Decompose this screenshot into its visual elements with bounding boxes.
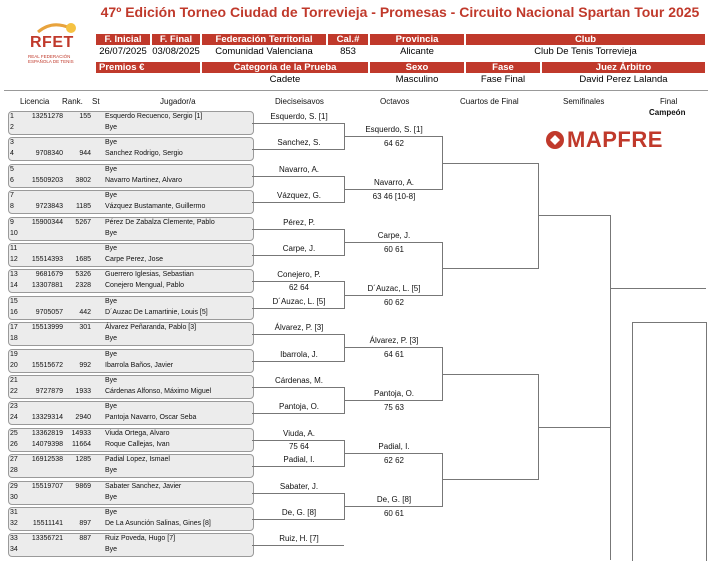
entry-n-text: 14 — [10, 282, 18, 290]
entry-name-text: Cárdenas Alfonso, Máximo Miguel — [105, 388, 212, 395]
r16-winner: Navarro, A. — [373, 178, 414, 187]
label-club: Club — [466, 34, 705, 45]
entry-name-text: Roque Callejas, Ivan — [105, 440, 170, 448]
r32-winner: Pantoja, O. — [278, 402, 320, 412]
entry-name-text: Bye — [105, 493, 118, 501]
sf-line — [538, 215, 610, 216]
entry-name-text: Sanchez Rodrigo, Sergio — [105, 150, 183, 158]
mapfre-logo — [545, 128, 705, 152]
r32-line — [252, 413, 344, 414]
entry-n-text: 24 — [10, 414, 18, 422]
value-sexo: Masculino — [395, 74, 439, 85]
entry-name-text: Guerrero Iglesias, Sebastian — [105, 271, 194, 279]
label-sexo: Sexo — [370, 62, 464, 73]
label-provincia: Provincia — [370, 34, 464, 45]
entry-n-text: 22 — [10, 388, 18, 395]
entry-n-text: 18 — [10, 335, 18, 343]
r32-line — [252, 493, 344, 494]
entry-lic-text: 13329314 — [31, 414, 63, 422]
r32-winner: Ruiz, H. [7] — [279, 534, 319, 544]
entry-n-text: 1 — [10, 113, 14, 120]
entry-rk-text: 887 — [79, 535, 91, 543]
entry-rk-text: 944 — [79, 150, 91, 158]
entry-lic-text: 16912538 — [31, 456, 63, 464]
col-rank: Rank. — [62, 97, 83, 106]
label-juez: Juez Árbitro — [542, 62, 705, 73]
value-f-inicial: 26/07/2025 — [99, 46, 147, 57]
r32-line — [252, 519, 344, 520]
entry-rk-text: 1185 — [75, 203, 91, 211]
col-r32: Dieciseisavos — [275, 97, 324, 106]
entry-n-text: 27 — [10, 456, 18, 464]
entry-n-text: 12 — [10, 256, 18, 263]
entry-rk-text: 3802 — [75, 176, 91, 184]
label-premios: Premios € — [96, 62, 200, 73]
entry-rk-text: 2940 — [75, 414, 91, 422]
final-line — [610, 288, 706, 289]
entry-name-text: Navarro Martinez, Alvaro — [105, 176, 183, 184]
entry-n-text: 21 — [10, 377, 18, 384]
r16-line — [344, 506, 442, 507]
entry-rk-text: 14933 — [71, 429, 91, 437]
tournament-title: 47º Edición Torneo Ciudad de Torrevieja - Promesas - Circuito Nacional Spartan Tour 2025 — [100, 4, 700, 20]
entry-rk-text: 1285 — [75, 456, 91, 464]
value-provincia: Alicante — [400, 46, 434, 57]
qf-line — [442, 479, 538, 480]
entry-n-text: 33 — [10, 535, 18, 543]
r32-winner: Vázquez, G. — [276, 191, 322, 201]
r16-score: 60 61 — [383, 244, 405, 254]
label-federacion: Federación Territorial — [202, 34, 326, 45]
r32-line — [252, 149, 344, 150]
draw-entry[interactable] — [8, 164, 254, 188]
label-f-final: F. Final — [152, 34, 200, 45]
entry-n-text: 29 — [10, 482, 18, 490]
entry-name-text: Ibarrola Baños, Javier — [105, 361, 174, 369]
header-divider — [4, 90, 708, 91]
entry-rk-text: 1685 — [75, 256, 91, 263]
entry-n-text: 16 — [10, 308, 18, 316]
r16-winner: De, G. [8] — [376, 494, 412, 504]
entry-n-text: 34 — [10, 546, 18, 554]
r32-line — [252, 387, 344, 388]
qf-line — [442, 374, 538, 375]
entry-lic-text: 15514393 — [31, 256, 63, 263]
r16-winner: Esquerdo, S. [1] — [365, 125, 423, 135]
r32-line — [252, 176, 344, 177]
entry-name-text: Pérez De Zabalza Clemente, Pablo — [105, 218, 215, 226]
r32-winner: Conejero, P. — [277, 270, 321, 280]
value-cal: 853 — [340, 46, 356, 57]
r16-winner: D´Auzac, L. [5] — [367, 283, 421, 293]
entry-lic-text: 9723843 — [35, 203, 63, 211]
r32-line — [252, 361, 344, 362]
entry-name-text: Bye — [105, 350, 118, 358]
entry-name-text: Bye — [105, 165, 118, 173]
col-campeon: Campeón — [649, 108, 686, 117]
entry-n-text: 11 — [10, 245, 18, 252]
entry-name-text: Bye — [105, 509, 118, 516]
draw-entry[interactable] — [8, 507, 254, 531]
value-fase: Fase Final — [480, 74, 526, 85]
col-sf: Semifinales — [563, 97, 605, 106]
r16-line — [344, 242, 442, 243]
entry-lic-text: 9705057 — [35, 308, 63, 316]
logo-subtext: REAL FEDERACIÓN ESPAÑOLA DE TENIS — [28, 54, 74, 64]
r16-score: 64 61 — [383, 350, 405, 360]
entry-n-text: 15 — [10, 297, 18, 305]
draw-entry[interactable] — [8, 269, 254, 293]
entry-rk-text: 992 — [79, 361, 91, 369]
entry-lic-text: 9708340 — [35, 150, 63, 158]
label-cal: Cal.# — [328, 34, 368, 45]
col-qf: Cuartos de Final — [460, 97, 519, 106]
r32-score: 62 64 — [288, 283, 310, 293]
r32-score: 75 64 — [288, 441, 310, 451]
r32-winner: D´Auzac, L. [5] — [272, 296, 326, 306]
label-fase: Fase — [466, 62, 540, 73]
entry-name-text: De La Asunción Salinas, Gines [8] — [105, 520, 211, 527]
col-r16: Octavos — [380, 97, 410, 106]
entry-name-text: Conejero Mengual, Pablo — [105, 282, 184, 290]
r16-score: 75 63 — [383, 403, 405, 413]
entry-rk-text: 155 — [79, 113, 91, 120]
final-connector — [610, 215, 611, 560]
entry-name-text: Bye — [105, 297, 118, 305]
r16-winner: Padial, I. — [378, 442, 410, 451]
entry-lic-text: 13251278 — [31, 113, 63, 120]
r32-line — [252, 466, 344, 467]
entry-lic-text: 15513999 — [31, 324, 63, 332]
entry-name-text: Viuda Ortega, Alvaro — [105, 429, 170, 437]
entry-name-text: Bye — [105, 403, 118, 411]
entry-n-text: 13 — [10, 271, 18, 279]
logo-text: RFET — [30, 34, 74, 51]
entry-lic-text: 15509203 — [31, 176, 63, 184]
r32-line — [252, 202, 344, 203]
r16-winner: Pantoja, O. — [373, 389, 415, 399]
r16-line — [344, 295, 442, 296]
entry-rk-text: 2328 — [75, 282, 91, 290]
entry-name-text: Padial Lopez, Ismael — [105, 456, 170, 464]
r32-line — [252, 440, 344, 441]
draw-entry[interactable] — [8, 111, 254, 135]
draw-entry[interactable] — [8, 428, 254, 452]
mapfre-emblem-icon — [545, 128, 567, 152]
entry-n-text: 4 — [10, 150, 14, 158]
entry-rk-text: 442 — [79, 308, 91, 316]
entry-rk-text: 5326 — [75, 271, 91, 279]
entry-n-text: 3 — [10, 139, 14, 147]
entry-rk-text: 11664 — [72, 440, 91, 448]
r32-line — [252, 545, 344, 546]
value-club: Club De Tenis Torrevieja — [534, 46, 637, 57]
r16-score: 63 46 [10-8] — [372, 192, 416, 201]
entry-name-text: Bye — [105, 192, 118, 200]
champion-line — [632, 322, 706, 323]
draw-entry[interactable] — [8, 296, 254, 320]
entry-rk-text: 897 — [79, 520, 91, 527]
r32-line — [252, 281, 344, 282]
entry-name-text: Bye — [105, 377, 118, 384]
r32-line — [252, 334, 344, 335]
entry-n-text: 7 — [10, 192, 14, 200]
entry-name-text: Bye — [105, 245, 118, 252]
entry-name-text: Bye — [105, 229, 118, 237]
entry-n-text: 28 — [10, 467, 18, 475]
label-categoria: Categoría de la Prueba — [202, 62, 368, 73]
r32-winner: De, G. [8] — [281, 508, 317, 517]
value-federacion: Comunidad Valenciana — [215, 46, 313, 57]
r32-winner: Navarro, A. — [278, 164, 319, 174]
draw-entry[interactable] — [8, 401, 254, 425]
entry-rk-text: 9869 — [75, 482, 91, 490]
final-edge — [706, 322, 707, 561]
entry-n-text: 2 — [10, 124, 14, 131]
entry-name-text: D´Auzac De Lamartinie, Louis [5] — [105, 308, 208, 316]
entry-lic-text: 9727879 — [35, 388, 63, 395]
r16-line — [344, 136, 442, 137]
entry-n-text: 10 — [10, 229, 18, 237]
r32-line — [252, 123, 344, 124]
draw-entry[interactable] — [8, 375, 254, 399]
entry-lic-text: 9681679 — [35, 271, 63, 279]
entry-rk-text: 5267 — [75, 218, 91, 226]
entry-name-text: Vázquez Bustamante, Guillermo — [105, 203, 206, 211]
entry-n-text: 30 — [10, 493, 18, 501]
entry-n-text: 6 — [10, 176, 14, 184]
entry-rk-text: 301 — [79, 324, 91, 332]
col-final: Final — [660, 97, 678, 106]
r16-winner: Carpe, J. — [377, 230, 411, 240]
draw-entry[interactable] — [8, 243, 254, 267]
r16-score: 62 62 — [383, 456, 405, 465]
r16-line — [344, 400, 442, 401]
draw-entry[interactable] — [8, 349, 254, 373]
entry-n-text: 31 — [10, 509, 18, 516]
entry-name-text: Pantoja Navarro, Oscar Seba — [105, 414, 197, 422]
r16-score: 60 62 — [383, 297, 405, 307]
r32-winner: Padial, I. — [283, 455, 315, 465]
draw-entry[interactable] — [8, 137, 254, 161]
draw-entry[interactable] — [8, 454, 254, 478]
entry-name-text: Bye — [105, 124, 118, 131]
entry-n-text: 8 — [10, 203, 14, 211]
entry-n-text: 19 — [10, 350, 18, 358]
entry-n-text: 5 — [10, 165, 14, 173]
entry-name-text: Ruiz Poveda, Hugo [7] — [105, 535, 176, 543]
entry-n-text: 25 — [10, 429, 18, 437]
entry-name-text: Álvarez Peñaranda, Pablo [3] — [105, 324, 197, 332]
entry-name-text: Bye — [105, 139, 118, 147]
r32-line — [252, 308, 344, 309]
entry-lic-text: 14079398 — [31, 440, 63, 448]
value-categoria: Cadete — [269, 74, 301, 85]
r32-winner: Sanchez, S. — [277, 138, 321, 148]
r32-winner: Cárdenas, M. — [274, 376, 324, 385]
sf-line — [538, 427, 610, 428]
draw-entry[interactable] — [8, 190, 254, 214]
r32-winner: Esquerdo, S. [1] — [270, 112, 328, 121]
entry-name-text: Bye — [105, 335, 118, 343]
col-licencia: Licencia — [20, 97, 50, 106]
entry-lic-text: 13356721 — [31, 535, 63, 543]
entry-n-text: 23 — [10, 403, 18, 411]
r16-score: 64 62 — [383, 139, 405, 149]
entry-name-text: Esquerdo Recuenco, Sergio [1] — [105, 113, 203, 120]
r32-winner: Viuda, A. — [283, 428, 315, 438]
rfet-logo — [8, 18, 88, 68]
col-jugador: Jugador/a — [160, 97, 196, 106]
draw-entry[interactable] — [8, 217, 254, 241]
r16-score: 60 61 — [383, 508, 405, 518]
r32-line — [252, 229, 344, 230]
r32-winner: Ibarrola, J. — [280, 349, 318, 359]
label-f-inicial: F. Inicial — [96, 34, 150, 45]
entry-lic-text: 15900344 — [31, 218, 63, 226]
r16-line — [344, 189, 442, 190]
draw-entry[interactable] — [8, 322, 254, 346]
entry-n-text: 17 — [10, 324, 18, 332]
entry-lic-text: 13307881 — [31, 282, 63, 290]
entry-name-text: Bye — [105, 546, 118, 554]
r16-line — [344, 347, 442, 348]
sponsor-text: MAPFRE — [567, 127, 663, 152]
r16-winner: Álvarez, P. [3] — [369, 336, 419, 346]
entry-lic-text: 15515672 — [31, 361, 63, 369]
r32-winner: Pérez, P. — [283, 217, 315, 227]
entry-name-text: Carpe Perez, Jose — [105, 256, 163, 263]
qf-line — [442, 268, 538, 269]
r16-line — [344, 453, 442, 454]
entry-n-text: 26 — [10, 440, 18, 448]
r32-winner: Carpe, J. — [282, 244, 316, 253]
value-f-final: 03/08/2025 — [152, 46, 200, 57]
qf-line — [442, 163, 538, 164]
r32-line — [252, 255, 344, 256]
r32-winner: Sabater, J. — [279, 481, 319, 491]
r32-winner: Álvarez, P. [3] — [274, 323, 324, 333]
entry-n-text: 9 — [10, 218, 14, 226]
entry-rk-text: 1933 — [75, 388, 91, 395]
entry-lic-text: 15511141 — [32, 520, 63, 527]
entry-name-text: Bye — [105, 467, 118, 475]
champion-connector — [632, 322, 633, 561]
col-st: St — [92, 97, 100, 106]
entry-n-text: 32 — [10, 520, 18, 527]
entry-n-text: 20 — [10, 361, 18, 369]
value-juez: David Perez Lalanda — [579, 74, 668, 85]
entry-lic-text: 15519707 — [31, 482, 63, 490]
draw-entry[interactable] — [8, 481, 254, 505]
draw-entry[interactable] — [8, 533, 254, 557]
entry-name-text: Sabater Sanchez, Javier — [105, 482, 182, 490]
entry-lic-text: 13362819 — [31, 429, 63, 437]
